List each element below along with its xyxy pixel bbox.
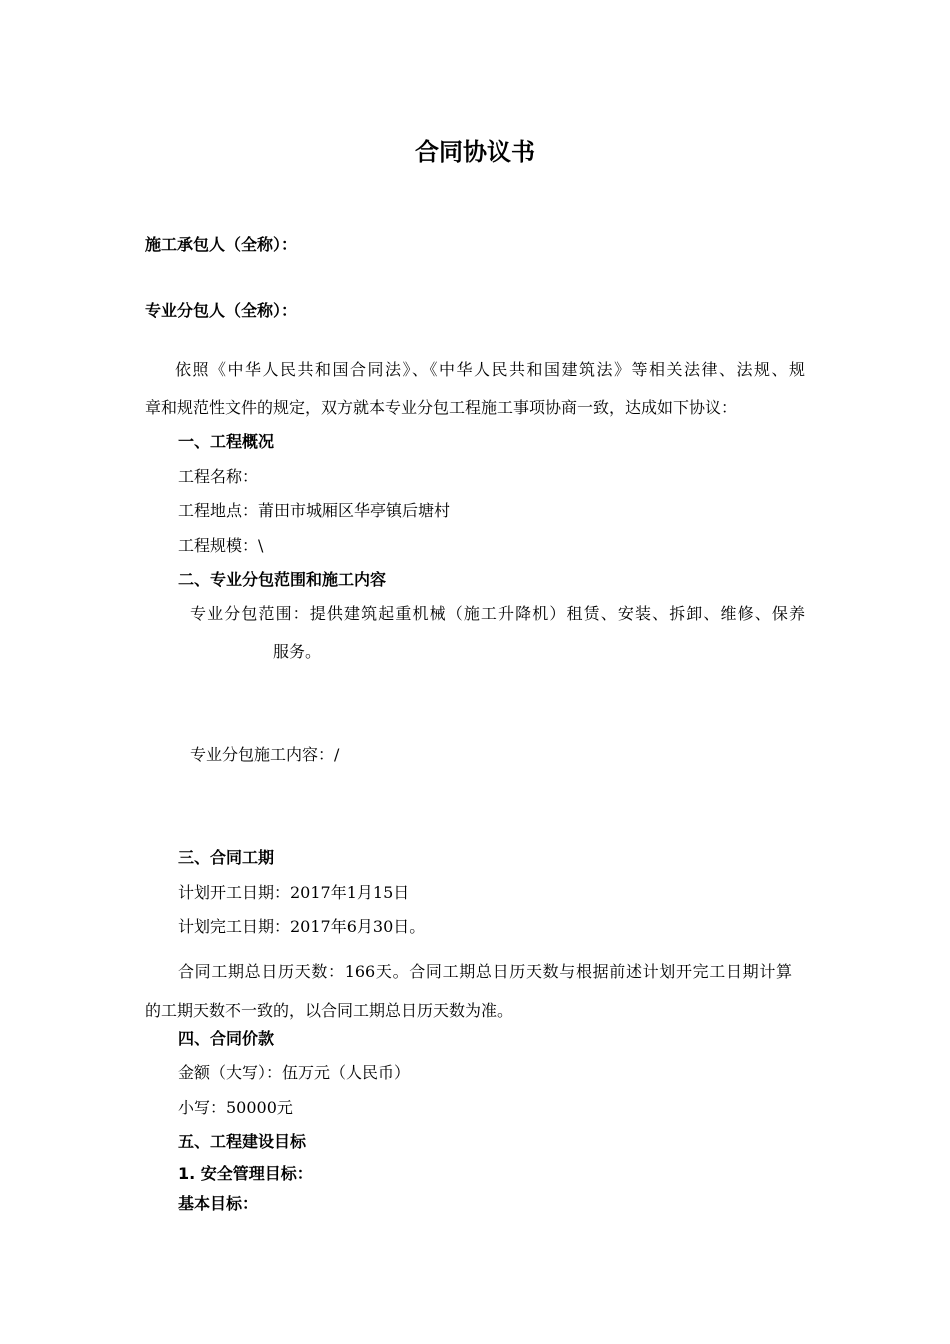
planned-end-date: 计划完工日期：2017年6月30日。	[178, 917, 426, 936]
intro-paragraph-line2: 章和规范性文件的规定，双方就本专业分包工程施工事项协商一致，达成如下协议：	[145, 398, 738, 417]
subcontract-scope-line1: 专业分包范围：提供建筑起重机械（施工升降机）租赁、安装、拆卸、维修、保养	[190, 604, 805, 623]
project-scale: 工程规模：\	[178, 536, 264, 555]
amount-in-words: 金额（大写）：伍万元（人民币）	[178, 1063, 411, 1082]
intro-paragraph-line1: 依照《中华人民共和国合同法》、《中华人民共和国建筑法》等相关法律、法规、规	[175, 360, 805, 379]
project-location: 工程地点：莆田市城厢区华亭镇后塘村	[178, 501, 451, 520]
amount-in-figures: 小写：50000元	[178, 1098, 293, 1117]
basic-target-label: 基本目标：	[178, 1194, 259, 1213]
total-duration-line1: 合同工期总日历天数：166天。合同工期总日历天数与根据前述计划开完工日期计算	[178, 962, 792, 981]
section4-heading: 四、合同价款	[178, 1029, 275, 1048]
section5-heading: 五、工程建设目标	[178, 1132, 307, 1151]
subcontractor-label: 专业分包人（全称）：	[145, 301, 298, 320]
section3-heading: 三、合同工期	[178, 848, 275, 867]
section1-heading: 一、工程概况	[178, 432, 275, 451]
subcontract-content: 专业分包施工内容：/	[190, 745, 340, 764]
section2-heading: 二、专业分包范围和施工内容	[178, 570, 387, 589]
project-name: 工程名称：	[178, 467, 259, 486]
safety-target-item: 1. 安全管理目标：	[178, 1164, 313, 1183]
contractor-label: 施工承包人（全称）：	[145, 235, 298, 254]
document-title: 合同协议书	[415, 138, 535, 166]
planned-start-date: 计划开工日期：2017年1月15日	[178, 883, 410, 902]
total-duration-line2: 的工期天数不一致的，以合同工期总日历天数为准。	[145, 1001, 514, 1020]
subcontract-scope-line2: 服务。	[273, 642, 322, 661]
